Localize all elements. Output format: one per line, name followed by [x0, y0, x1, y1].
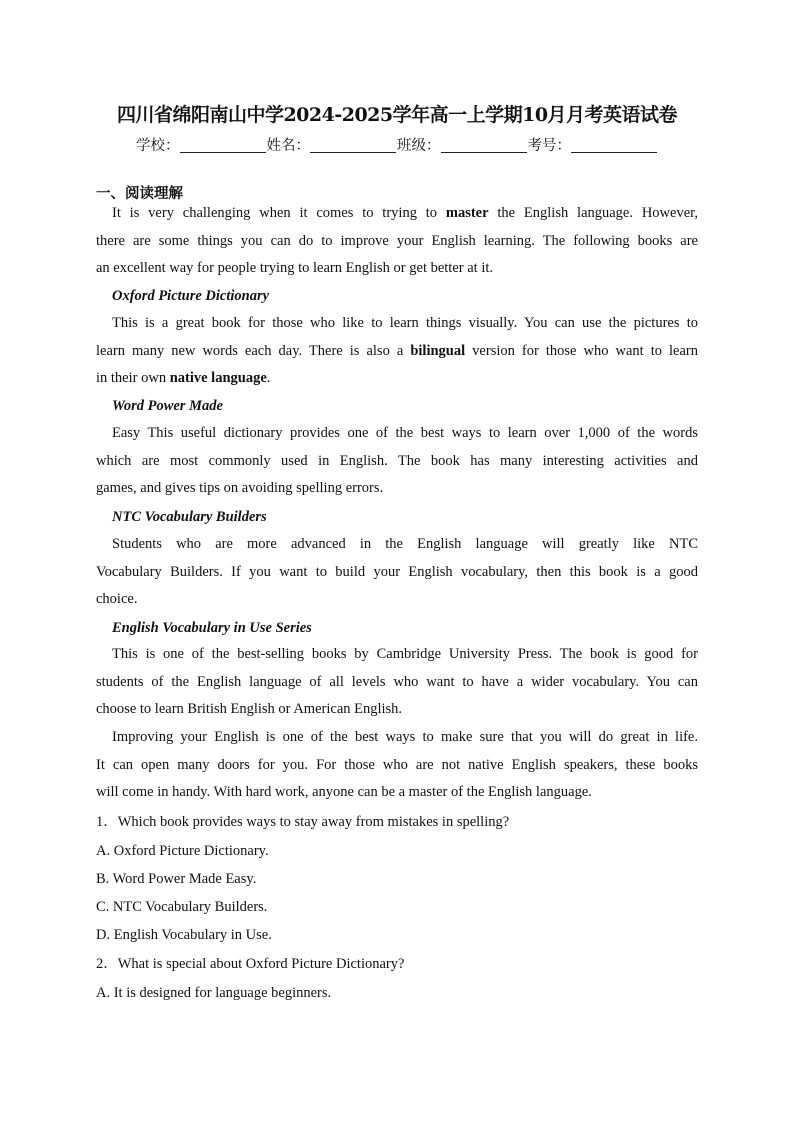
text-line: which are most commonly used in English. The book has many interesting activities and	[96, 452, 698, 469]
text-line	[96, 338, 698, 366]
text-line: Vocabulary Builders. If you want to build your English vocabulary, then this book is a good	[96, 563, 698, 580]
text-line: games, and gives tips on avoiding spelling errors.	[96, 480, 384, 497]
question-1-option-b[interactable]: B. Word Power Made Easy.	[96, 871, 257, 887]
book-paragraph	[96, 310, 698, 393]
exam-no-blank[interactable]	[571, 138, 657, 153]
text-line	[96, 365, 698, 393]
intro-paragraph	[96, 200, 698, 283]
question-1-option-c[interactable]: C. NTC Vocabulary Builders.	[96, 899, 268, 915]
school-blank[interactable]	[180, 138, 266, 153]
question-1-option-d[interactable]: D. English Vocabulary in Use.	[96, 927, 272, 943]
student-info-line	[0, 134, 794, 155]
text-line: Students who are more advanced in the English language will greatly like NTC	[112, 536, 698, 552]
book-title: NTC Vocabulary Builders	[112, 509, 267, 525]
text-line: This is a great book for those who like to learn things visually. You can use the pictures to	[112, 315, 698, 331]
name-blank[interactable]	[310, 138, 396, 153]
text-span: learn many new words each day. There is also a	[96, 342, 411, 359]
text-span: the English language. However,	[488, 205, 699, 221]
text-span: .	[266, 370, 271, 387]
book-paragraph	[96, 641, 698, 724]
text-line: It can open many doors for you. For those who are not native English speakers, these books	[96, 756, 698, 773]
text-span: It is very challenging when it comes to trying to	[112, 205, 446, 221]
book-title: Oxford Picture Dictionary	[112, 288, 270, 304]
text-span: version for those who want to learn	[465, 342, 698, 359]
book-title: English Vocabulary in Use Series	[112, 620, 312, 636]
question-1-stem: 1．Which book provides ways to stay away from mistakes in spelling?	[96, 814, 510, 830]
question-2-option-a[interactable]: A. It is designed for language beginners.	[96, 985, 332, 1001]
name-label: 姓名：	[266, 138, 310, 154]
school-label: 学校：	[136, 138, 180, 154]
book-paragraph	[96, 420, 698, 503]
bold-term: master	[445, 205, 489, 221]
exam-no-label: 考号：	[527, 138, 571, 154]
text-line: choice.	[96, 591, 138, 608]
text-line	[96, 200, 698, 228]
text-line: choose to learn British English or American English.	[96, 701, 403, 718]
text-line: will come in handy. With hard work, anyone can be a master of the English language.	[96, 784, 592, 801]
text-line: students of the English language of all levels who want to have a wider vocabulary. You can	[96, 673, 698, 690]
section-heading: 一、阅读理解	[96, 186, 183, 202]
closing-paragraph	[96, 724, 698, 807]
text-line: an excellent way for people trying to learn English or get better at it.	[96, 260, 494, 277]
bold-term: native language	[169, 370, 267, 387]
page-title: 四川省绵阳南山中学2024-2025学年高一上学期10月月考英语试卷	[116, 104, 678, 126]
text-line: This is one of the best-selling books by Cambridge University Press. The book is good for	[112, 646, 698, 662]
text-line: Easy This useful dictionary provides one of the best ways to learn over 1,000 of the words	[112, 425, 698, 441]
class-blank[interactable]	[441, 138, 527, 153]
question-2-stem: 2．What is special about Oxford Picture Dictionary?	[96, 956, 405, 972]
text-line: Improving your English is one of the best ways to make sure that you will do great in life.	[112, 729, 698, 745]
bold-term: bilingual	[410, 342, 466, 359]
text-span: in their own	[96, 370, 170, 387]
book-paragraph	[96, 531, 698, 614]
question-1-option-a[interactable]: A. Oxford Picture Dictionary.	[96, 843, 269, 859]
book-title: Word Power Made	[112, 398, 223, 414]
class-label: 班级：	[397, 138, 441, 154]
text-line: there are some things you can do to improve your English learning. The following books are	[96, 232, 698, 249]
